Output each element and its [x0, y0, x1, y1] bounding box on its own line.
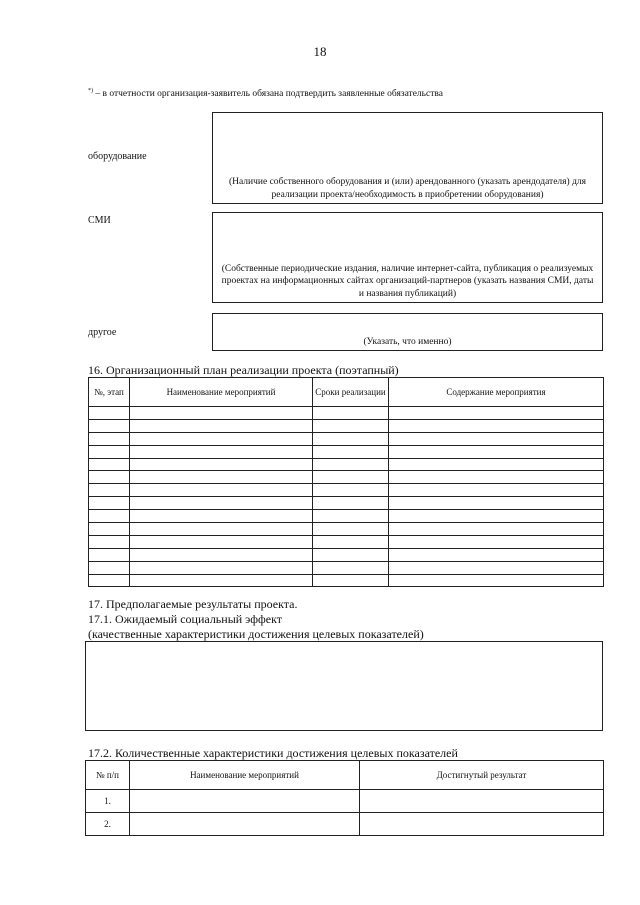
plan-cell[interactable] — [130, 535, 313, 548]
plan-cell[interactable] — [130, 484, 313, 497]
section16-title: 16. Организационный план реализации проекта (поэтапный) — [88, 363, 399, 377]
media-label: СМИ — [88, 215, 111, 226]
footnote — [88, 89, 443, 99]
results-row — [86, 790, 604, 813]
plan-cell[interactable] — [89, 548, 130, 561]
plan-cell[interactable] — [130, 432, 313, 445]
plan-cell[interactable] — [313, 419, 389, 432]
plan-cell[interactable] — [313, 445, 389, 458]
plan-row — [89, 548, 604, 561]
media-box[interactable] — [212, 212, 603, 303]
plan-row — [89, 445, 604, 458]
plan-cell[interactable] — [313, 484, 389, 497]
plan-cell[interactable] — [130, 445, 313, 458]
plan-row — [89, 561, 604, 574]
section17-title: 17. Предполагаемые результаты проекта. — [88, 597, 298, 611]
plan-cell[interactable] — [389, 419, 604, 432]
plan-cell[interactable] — [389, 561, 604, 574]
plan-cell[interactable] — [89, 535, 130, 548]
plan-cell[interactable] — [389, 497, 604, 510]
plan-cell[interactable] — [89, 574, 130, 587]
footnote-text: – в отчетности организация-заявитель обязана подтвердить заявленные обязательства — [93, 89, 443, 99]
plan-cell[interactable] — [313, 535, 389, 548]
equipment-box[interactable] — [212, 112, 603, 204]
plan-cell[interactable] — [89, 561, 130, 574]
plan-cell[interactable] — [313, 548, 389, 561]
results-table — [85, 760, 604, 836]
plan-col-dates: Сроки реализации — [313, 378, 389, 407]
plan-cell[interactable] — [130, 523, 313, 536]
plan-row — [89, 484, 604, 497]
plan-cell[interactable] — [389, 445, 604, 458]
plan-cell[interactable] — [313, 523, 389, 536]
plan-row — [89, 432, 604, 445]
plan-row — [89, 574, 604, 587]
plan-table — [88, 377, 604, 587]
results-row-number: 2. — [86, 813, 130, 836]
plan-cell[interactable] — [89, 419, 130, 432]
section17-1-title: 17.1. Ожидаемый социальный эффект — [88, 612, 282, 626]
plan-cell[interactable] — [313, 471, 389, 484]
media-note: (Собственные периодические издания, наличие интернет-сайта, публикация о реализуемых проектах на информационных сайтах организаций-партнеров (указать названия СМИ, даты и названия публикаций) — [221, 263, 594, 299]
plan-cell[interactable] — [389, 510, 604, 523]
plan-cell[interactable] — [313, 510, 389, 523]
equipment-note: (Наличие собственного оборудования и (или) арендованного (указать арендодателя) для реализации проекта/необходимость в приобретении оборудования) — [228, 177, 587, 200]
plan-cell[interactable] — [130, 407, 313, 420]
plan-cell[interactable] — [89, 523, 130, 536]
plan-cell[interactable] — [89, 458, 130, 471]
plan-cell[interactable] — [130, 458, 313, 471]
results-col-name: Наименование мероприятий — [130, 761, 360, 790]
plan-cell[interactable] — [89, 471, 130, 484]
plan-cell[interactable] — [89, 432, 130, 445]
page-number: 18 — [313, 44, 327, 59]
plan-row — [89, 510, 604, 523]
plan-cell[interactable] — [313, 458, 389, 471]
plan-cell[interactable] — [389, 548, 604, 561]
section17-1-note: (качественные характеристики достижения целевых показателей) — [88, 627, 424, 641]
results-cell[interactable] — [130, 790, 360, 813]
plan-cell[interactable] — [313, 497, 389, 510]
plan-cell[interactable] — [313, 574, 389, 587]
plan-row — [89, 458, 604, 471]
results-cell[interactable] — [130, 813, 360, 836]
plan-cell[interactable] — [130, 471, 313, 484]
other-label: другое — [88, 327, 117, 338]
plan-cell[interactable] — [389, 471, 604, 484]
other-box[interactable] — [212, 313, 603, 351]
plan-cell[interactable] — [389, 574, 604, 587]
plan-col-name: Наименование мероприятий — [130, 378, 313, 407]
plan-cell[interactable] — [389, 458, 604, 471]
social-effect-box[interactable] — [85, 641, 603, 731]
results-row-number: 1. — [86, 790, 130, 813]
plan-cell[interactable] — [313, 432, 389, 445]
plan-cell[interactable] — [89, 510, 130, 523]
plan-row — [89, 497, 604, 510]
plan-cell[interactable] — [130, 497, 313, 510]
plan-cell[interactable] — [389, 432, 604, 445]
equipment-label: оборудование — [88, 151, 147, 162]
plan-col-content: Содержание мероприятия — [389, 378, 604, 407]
plan-cell[interactable] — [313, 561, 389, 574]
plan-col-num: №, этап — [89, 378, 130, 407]
plan-row — [89, 535, 604, 548]
plan-cell[interactable] — [389, 484, 604, 497]
plan-row — [89, 471, 604, 484]
plan-cell[interactable] — [89, 407, 130, 420]
results-cell[interactable] — [360, 813, 604, 836]
plan-cell[interactable] — [130, 561, 313, 574]
plan-cell[interactable] — [313, 407, 389, 420]
plan-cell[interactable] — [89, 497, 130, 510]
results-col-result: Достигнутый результат — [360, 761, 604, 790]
results-row — [86, 813, 604, 836]
plan-cell[interactable] — [130, 548, 313, 561]
plan-row — [89, 419, 604, 432]
results-cell[interactable] — [360, 790, 604, 813]
plan-cell[interactable] — [89, 445, 130, 458]
plan-row — [89, 523, 604, 536]
plan-cell[interactable] — [130, 419, 313, 432]
section17-2-title: 17.2. Количественные характеристики достижения целевых показателей — [88, 746, 458, 760]
plan-cell[interactable] — [389, 535, 604, 548]
other-note: (Указать, что именно) — [363, 336, 452, 347]
plan-row — [89, 407, 604, 420]
plan-cell[interactable] — [389, 523, 604, 536]
plan-cell[interactable] — [89, 484, 130, 497]
results-col-num: № п/п — [86, 761, 130, 790]
plan-cell[interactable] — [130, 574, 313, 587]
plan-cell[interactable] — [130, 510, 313, 523]
plan-cell[interactable] — [389, 407, 604, 420]
footnote-marker: *) — [88, 88, 93, 94]
